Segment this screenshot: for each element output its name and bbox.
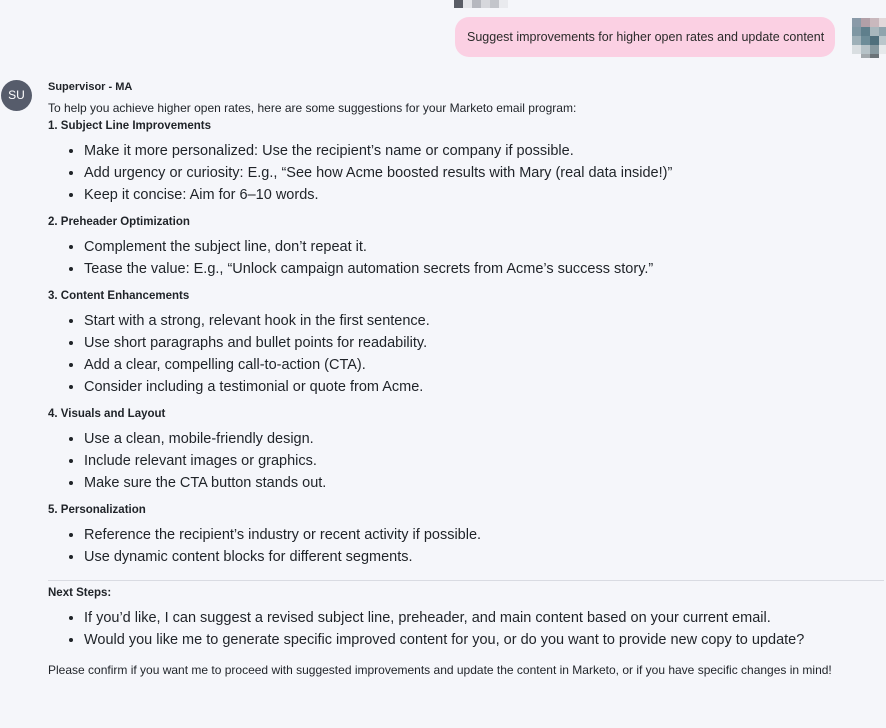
list-item: • Add a clear, compelling call-to-action (CTA). — [84, 354, 884, 376]
next-steps-title: Next Steps: — [48, 587, 112, 599]
section-title: 4. Visuals and Layout — [48, 408, 166, 420]
list-item: • Add urgency or curiosity: E.g., “See how Acme boosted results with Mary (real data inside!)” — [84, 162, 884, 184]
list-item: • Start with a strong, relevant hook in the first sentence. — [84, 310, 884, 332]
section-title: 3. Content Enhancements — [48, 290, 190, 302]
blurred-image-fragment — [454, 0, 512, 8]
section-divider — [48, 580, 884, 581]
section-list — [48, 524, 884, 568]
list-item: • Use a clean, mobile-friendly design. — [84, 428, 884, 450]
list-item: • Complement the subject line, don’t repeat it. — [84, 236, 884, 258]
list-item: • Make it more personalized: Use the recipient’s name or company if possible. — [84, 140, 884, 162]
section-title: 2. Preheader Optimization — [48, 216, 190, 228]
list-item: • Would you like me to generate specific improved content for you, or do you want to provide new copy to update? — [84, 629, 884, 651]
user-avatar — [852, 18, 886, 58]
assistant-avatar: SU — [1, 80, 32, 111]
assistant-message — [48, 79, 884, 678]
list-item: • Keep it concise: Aim for 6–10 words. — [84, 184, 884, 206]
list-item: • Consider including a testimonial or quote from Acme. — [84, 376, 884, 398]
user-message-text: Suggest improvements for higher open rates and update content — [467, 30, 825, 44]
sender-name: Supervisor - MA — [48, 81, 133, 93]
section-title: 5. Personalization — [48, 504, 146, 516]
list-item: • Use short paragraphs and bullet points for readability. — [84, 332, 884, 354]
list-item: • Make sure the CTA button stands out. — [84, 472, 884, 494]
section-list — [48, 140, 884, 206]
section-list — [48, 236, 884, 280]
list-item: • Include relevant images or graphics. — [84, 450, 884, 472]
user-message-bubble — [455, 17, 835, 57]
list-item: • Reference the recipient’s industry or recent activity if possible. — [84, 524, 884, 546]
next-steps-list — [48, 607, 884, 651]
section-title: 1. Subject Line Improvements — [48, 120, 211, 132]
list-item: • Tease the value: E.g., “Unlock campaign automation secrets from Acme’s success story.” — [84, 258, 884, 280]
intro-text: To help you achieve higher open rates, here are some suggestions for your Marketo email program: — [48, 101, 577, 115]
section-list — [48, 428, 884, 494]
closing-text: Please confirm if you want me to proceed with suggested improvements and update the content in Marketo, or if you have specific changes in mind! — [48, 663, 832, 677]
list-item: • Use dynamic content blocks for different segments. — [84, 546, 884, 568]
section-list — [48, 310, 884, 398]
list-item: • If you’d like, I can suggest a revised subject line, preheader, and main content based on your current email. — [84, 607, 884, 629]
